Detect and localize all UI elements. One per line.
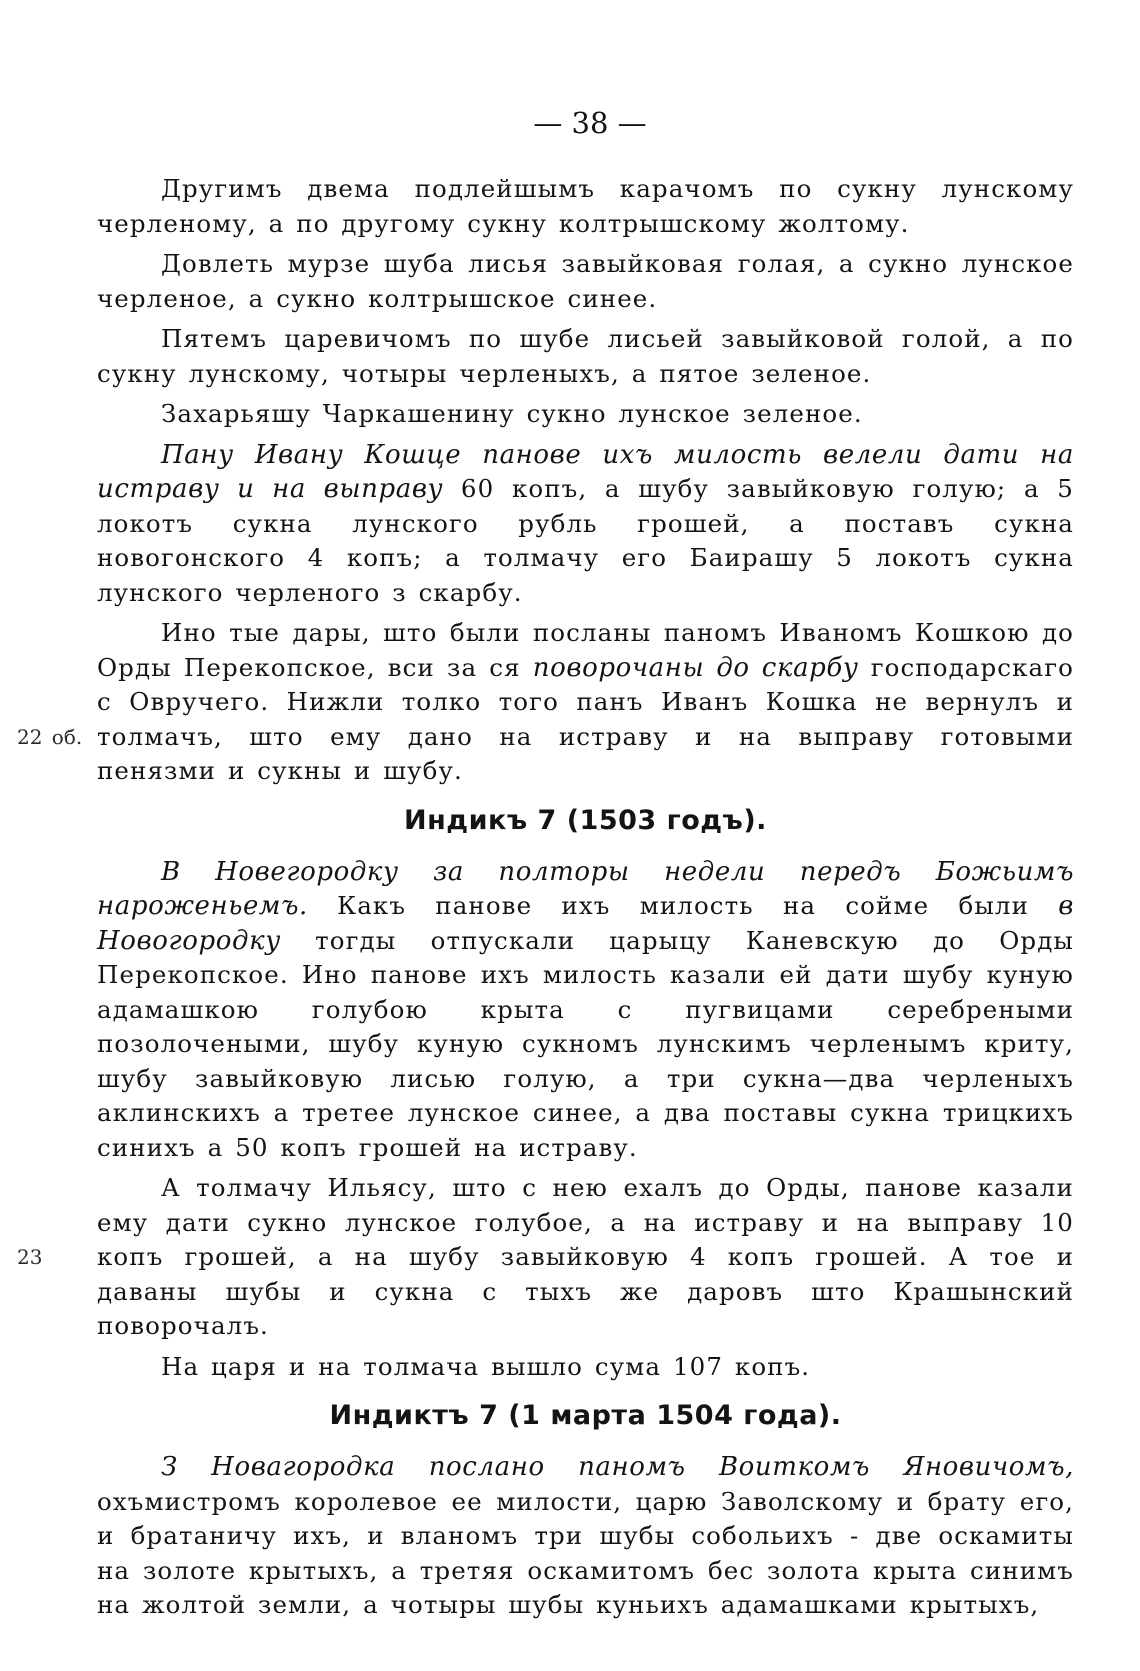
italic-phrase: Пану Ивану Кошце панове ихъ милость велели дати на истраву и на выправу [97,439,1074,504]
paragraph-text: На царя и на толмача вышло сума 107 копъ. [161,1351,811,1381]
paragraph-text: господарскаго с Овручего. Нижли толко того панъ Иванъ Кошка не вернулъ и толмачъ, што ему дано на истраву и на выправу готовыми пенязми и сукны и шубу. [97,652,1074,785]
paragraph-text: Довлеть мурзе шуба лисья завыйковая голая, а сукно лунское черленое, а сукно колтрышское синее. [97,249,1074,313]
paragraph-text: А толмачу Ильясу, што с нею ехалъ до Орды, панове казали ему дати сукно лунское голубое, а на истраву и на выправу 10 копъ грошей, а на шубу завыйковую 4 копъ грошей. А тое и даваны шубы и сукна с тыхъ же даровъ што Крашынский поворочалъ. [97,1173,1074,1340]
paragraph-text: Пятемъ царевичомъ по шубе лисьей завыйковой голой, а по сукну лунскому, чотыры черленыхъ, а пятое зеленое. [97,324,1074,388]
paragraph [17,616,1074,789]
paragraph-text: 60 копъ, а шубу завыйковую голую; а 5 локотъ сукна лунского рубль грошей, а поставъ сукна новогонского 4 копъ; а толмачу его Баирашу 5 локотъ сукна лунского черленого з скарбу. [97,474,1074,607]
paragraph [97,397,1074,432]
italic-phrase: поворочаны до скарбу [532,652,859,683]
italic-phrase: В Новегородку за полторы недели передъ Божьимъ нароженьемъ. [97,856,1074,921]
section-heading: Индиктъ 7 (1 марта 1504 года). [329,1400,842,1431]
italic-phrase: З Новагородка послано паномъ Воиткомъ Яновичомъ, [161,1452,1074,1482]
paragraph [97,438,1074,611]
paragraph [97,322,1074,391]
page-number: — 38 — [533,106,647,140]
section-heading: Индикъ 7 (1503 годъ). [404,804,767,836]
paragraph-text: охъмистромъ королевое ее милости, царю Заволскому и брату его, и братаничу ихъ, и вланомъ три шубы собольихъ - две оскамиты на золоте крытыхъ, а третяя оскамитомъ бес золота крыта синимъ на жолтой земли, а чотыры шубы куньихъ адамашками крытыхъ, [97,1486,1074,1619]
paragraph-text: Захарьяшу Чаркашенину сукно лунское зеленое. [161,399,863,428]
paragraph [97,1450,1074,1623]
paragraph [97,247,1074,316]
paragraph-text: Ино тые дары, што были посланы паномъ Иваномъ Кошкою до Орды Перекопское, вси за ся [97,618,1074,682]
paragraph [97,172,1074,241]
paragraph-text: Какъ панове ихъ милость на сойме были [307,891,1059,920]
italic-phrase: в Новогородку [97,891,1074,956]
paragraph-text: тогды отпускали царыцу Каневскую до Орды Перекопское. Ино панове ихъ милость казали ей дати шубу куную адамашкою голубою крыта с пугвицами серебреными позолочеными, шубу куную сукномъ лунскимъ черленымъ криту, шубу завыйковую лисью голую, а три сукна—два черленыхъ аклинскихъ а третее лунское синее, а два поставы сукна трицкихъ синихъ а 50 копъ грошей на истраву. [97,925,1074,1162]
page-content [17,172,1074,1629]
paragraph [97,1350,1074,1385]
margin-folio-note: 23 [17,1245,43,1269]
paragraph [97,855,1074,1166]
paragraph-text: Другимъ двема подлейшымъ карачомъ по сукну лунскому черленому, а по другому сукну колтрышскому жолтому. [97,174,1074,238]
margin-folio-note: 22 об. [17,724,83,749]
paragraph [17,1171,1074,1344]
